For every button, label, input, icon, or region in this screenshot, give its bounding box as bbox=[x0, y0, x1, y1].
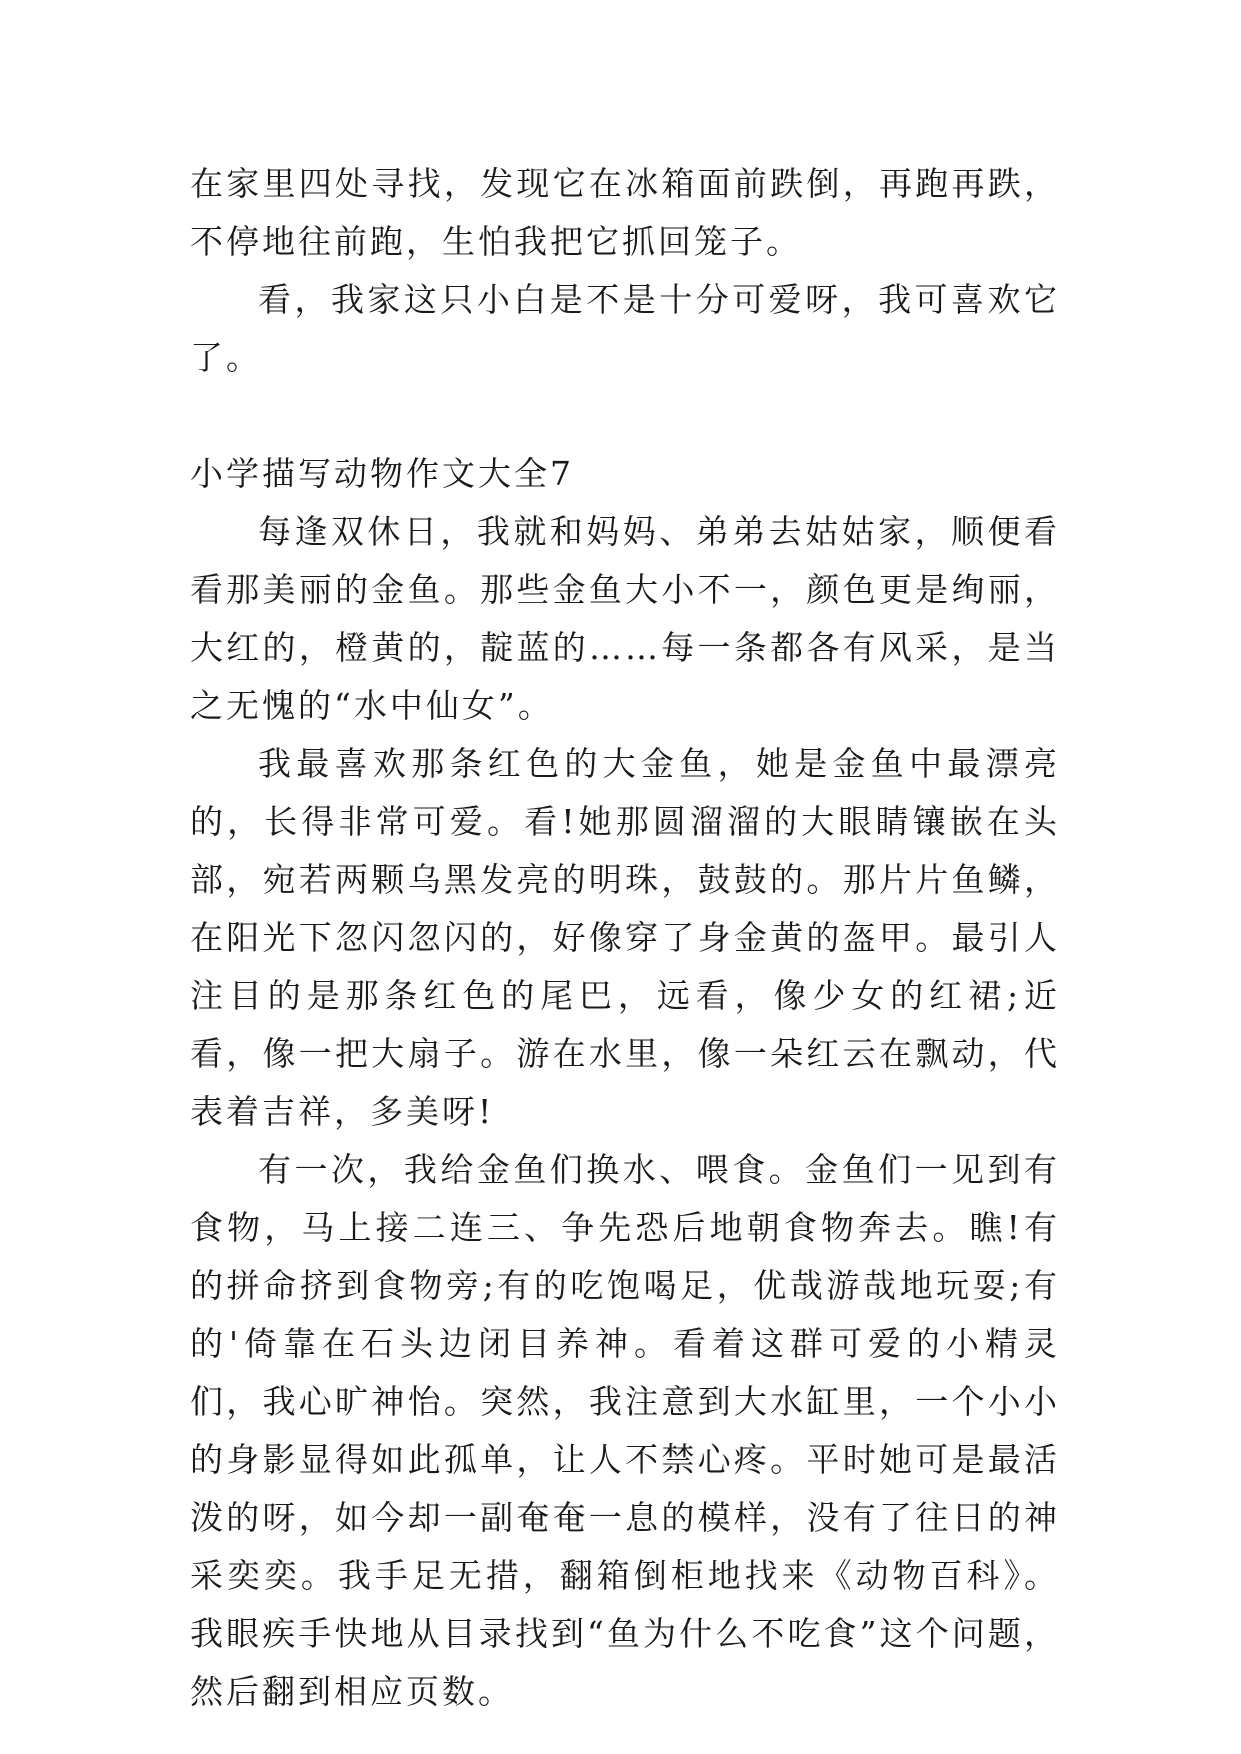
section-paragraph-3: 有一次，我给金鱼们换水、喂食。金鱼们一见到有食物，马上接二连三、争先恐后地朝食物奔去。瞧!有的拼命挤到食物旁;有的吃饱喝足，优哉游哉地玩耍;有的'倚靠在石头边闭目养神。看着这群可爱的小精灵们，我心旷神怡。突然，我注意到大水缸里，一个小小的身影显得如此孤单，让人不禁心疼。平时她可是最活泼的呀，如今却一副奄奄一息的模样，没有了往日的神采奕奕。我手足无措，翻箱倒柜地找来《动物百科》。我眼疾手快地从目录找到“鱼为什么不吃食”这个问题，然后翻到相应页数。 bbox=[190, 1150, 1060, 1711]
intro-paragraph-1: 在家里四处寻找，发现它在冰箱面前跌倒，再跑再跌，不停地往前跑，生怕我把它抓回笼子。 bbox=[190, 164, 1060, 261]
section-paragraph-2: 我最喜欢那条红色的大金鱼，她是金鱼中最漂亮的，长得非常可爱。看!她那圆溜溜的大眼睛镶嵌在头部，宛若两颗乌黑发亮的明珠，鼓鼓的。那片片鱼鳞，在阳光下忽闪忽闪的，好像穿了身金黄的盔甲。最引人注目的是那条红色的尾巴，远看，像少女的红裙;近看，像一把大扇子。游在水里，像一朵红云在飘动，代表着吉祥，多美呀! bbox=[190, 744, 1060, 1131]
section-paragraph-1: 每逢双休日，我就和妈妈、弟弟去姑姑家，顺便看看那美丽的金鱼。那些金鱼大小不一，颜色更是绚丽，大红的，橙黄的，靛蓝的……每一条都各有风采，是当之无愧的“水中仙女”。 bbox=[190, 512, 1060, 725]
section-title: 小学描写动物作文大全7 bbox=[190, 454, 574, 493]
intro-paragraph-2: 看，我家这只小白是不是十分可爱呀，我可喜欢它了。 bbox=[190, 280, 1060, 377]
document-body bbox=[190, 155, 1060, 1721]
section-gap bbox=[190, 387, 1060, 445]
